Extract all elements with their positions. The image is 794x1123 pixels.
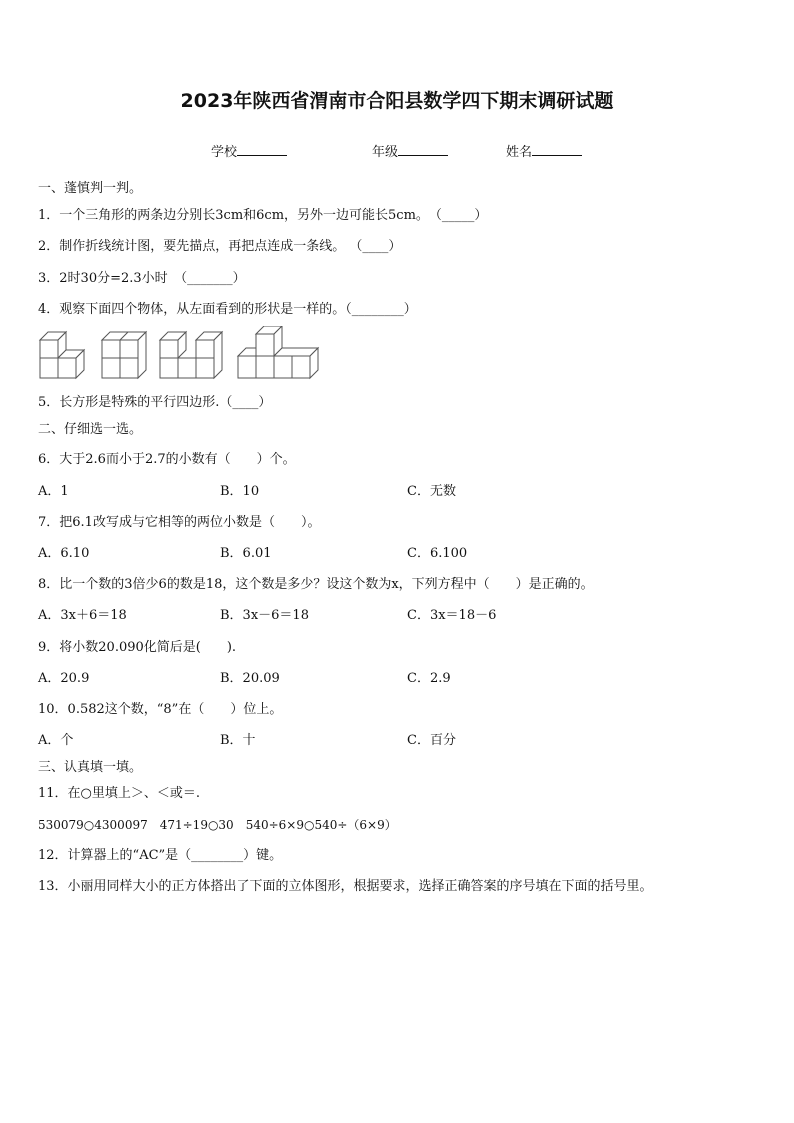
q8-option-b: B．3x－6＝18 <box>220 608 309 623</box>
school-field <box>211 141 287 160</box>
section-1-heading: 一、蓬慎判一判。 <box>38 181 143 196</box>
q7-option-b: B．6.01 <box>220 546 272 561</box>
q9-option-b: B．20.09 <box>220 671 280 686</box>
question-6: 6．大于2.6而小于2.7的小数有（ ）个。 <box>38 452 296 467</box>
q10-option-a: A．个 <box>38 733 74 748</box>
page-title: 2023年陕西省渭南市合阳县数学四下期末调研试题 <box>180 90 614 112</box>
grade-label: 年级 <box>372 145 399 160</box>
question-10: 10．0.582这个数，“8”在（ ）位上。 <box>38 702 283 717</box>
school-label: 学校 <box>211 145 238 160</box>
q9-option-c: C．2.9 <box>407 671 451 686</box>
question-12: 12．计算器上的“AC”是（________）键。 <box>38 848 283 863</box>
question-3: 3．2时30分=2.3小时 （_______） <box>38 271 246 286</box>
question-4: 4．观察下面四个物体，从左面看到的形状是一样的。（________） <box>38 302 417 317</box>
q6-option-b: B．10 <box>220 484 260 499</box>
q6-option-c: C．无数 <box>407 484 456 499</box>
q10-option-c: C．百分 <box>407 733 456 748</box>
name-field <box>506 141 582 160</box>
question-5: 5．长方形是特殊的平行四边形.（____） <box>38 395 272 410</box>
question-9: 9．将小数20.090化简后是( ). <box>38 640 237 655</box>
cube-figure-4 <box>238 326 318 378</box>
q7-option-c: C．6.100 <box>407 546 468 561</box>
q8-option-a: A．3x＋6＝18 <box>38 608 127 623</box>
question-7: 7．把6.1改写成与它相等的两位小数是（ ）。 <box>38 515 321 530</box>
question-1: 1．一个三角形的两条边分别长3cm和6cm，另外一边可能长5cm。 （_____） <box>38 208 488 223</box>
cube-figures <box>38 326 338 384</box>
question-11-body: 530079○4300097 471÷19○30 540÷6×9○540÷（6×9） <box>38 818 397 832</box>
cube-figure-3 <box>160 332 222 378</box>
section-2-heading: 二、仔细选一选。 <box>38 422 143 437</box>
section-3-heading: 三、认真填一填。 <box>38 760 143 775</box>
question-13: 13．小丽用同样大小的正方体搭出了下面的立体图形，根据要求，选择正确答案的序号填在下面的括号里。 <box>38 879 653 894</box>
question-11: 11．在○里填上＞、＜或＝. <box>38 786 201 801</box>
q9-option-a: A．20.9 <box>38 671 90 686</box>
grade-field <box>372 141 448 160</box>
school-blank[interactable] <box>237 143 287 156</box>
question-2: 2．制作折线统计图，要先描点，再把点连成一条线。 （____） <box>38 239 402 254</box>
cube-figure-2 <box>102 332 146 378</box>
name-label: 姓名 <box>506 145 533 160</box>
question-8: 8．比一个数的3倍少6的数是18，这个数是多少？设这个数为x，下列方程中（ ）是正确的。 <box>38 577 594 592</box>
q7-option-a: A．6.10 <box>38 546 90 561</box>
q10-option-b: B．十 <box>220 733 256 748</box>
q6-option-a: A．1 <box>38 484 69 499</box>
q8-option-c: C．3x＝18－6 <box>407 608 497 623</box>
grade-blank[interactable] <box>398 143 448 156</box>
name-blank[interactable] <box>532 143 582 156</box>
cube-figure-1 <box>40 332 84 378</box>
